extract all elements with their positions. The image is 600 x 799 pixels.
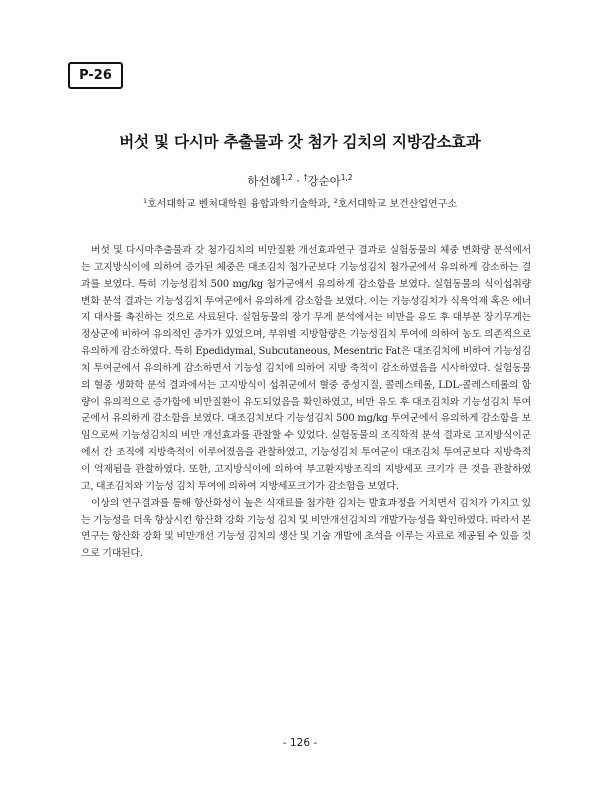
poster-number-badge: P-26 bbox=[68, 62, 123, 89]
affiliation-text: 호서대학교 보건산업연구소 bbox=[337, 199, 457, 210]
abstract-body bbox=[81, 243, 531, 563]
corresponding-author-mark: † bbox=[303, 173, 308, 182]
author-affiliation-mark: 1,2 bbox=[340, 173, 353, 182]
author-affiliation-mark: 1,2 bbox=[280, 173, 293, 182]
abstract-paragraph: 이상의 연구결과를 통해 항산화성이 높은 식재료를 첨가한 김치는 발효과정을 거치면서 김치가 가지고 있는 기능성을 더욱 향상시킨 항산화 강화 기능성 김치 및 비만개선김치의 개발가능성을 확인하였다. 따라서 본 연구는 항산화 강화 및 비만개선 기능성 김치의 생산 및 기술 개발에 초석을 이루는 자료로 제공될 수 있을 것으로 기대된다. bbox=[81, 497, 531, 560]
affiliation-text: 호서대학교 벤처대학원 융합과학기술학과, bbox=[147, 199, 331, 210]
author-line bbox=[0, 173, 600, 189]
affiliation-line bbox=[0, 195, 600, 210]
affiliation-number: 1 bbox=[143, 197, 148, 205]
abstract-paragraph: 버섯 및 다시마추출물과 갓 첨가김치의 비만질환 개선효과연구 결과로 실험동물의 체중 변화량 분석에서는 고지방식이에 의하여 증가된 체중은 대조김치 첨가군보다 기능성김치 첨가군에서 유의하게 감소하는 결과를 보였다. 특히 기능성김치 500 mg/kg 첨가군에서 유의하게 감소함을 보였다. 실험동물의 식이섭취량 변화 분석 결과는 기능성김치 투여군에서 유의하게 감소함을 보였다. 이는 기능성김치가 식욕억제 혹은 에너지 대사를 촉진하는 것으로 사료된다. 실험동물의 장기 무게 분석에서는 비만을 유도 후 대부분 장기무게는 정상군에 비하여 유의적인 증가가 있었으며, 부위별 지방함량은 기능성김치 투여에 의하여 농도 의존적으로 유의하게 감소하였다. 특히 Epedidymal, Subcutaneous, Mesentric Fat은 대조김치에 비하여 기능성김치 투여군에서 유의하게 감소하면서 기능성 김치에 의하여 지방 축적이 감소하였음을 시사하였다. 실험동물의 혈중 생화학 분석 결과에서는 고지방식이 섭취군에서 혈중 중성지질, 콜레스테롤, LDL-콜레스테롤의 함량이 유의적으로 증가함에 비만질환이 유도되었음을 확인하였고, 비만 유도 후 대조김치와 기능성김치 투여군에서 유의하게 감소함을 보였다. 대조김치보다 기능성김치 500 mg/kg 투여군에서 유의하게 감소함을 보임으로써 기능성김치의 비만 개선효과를 관찰할 수 있었다. 실험동물의 조직학적 분석 결과로 고지방식이군에서 간 조직에 지방축적이 이루어졌음을 관찰하였고, 기능성김치 투여군이 대조김치 투여군보다 지방축적이 억제됨을 관찰하였다. 또한, 고지방식이에 의하여 부고환지방조직의 지방세포 크기가 큰 것을 관찰하였고, 대조김치와 기능성 김치 투여에 의하여 지방세포크기가 감소함을 보였다. bbox=[81, 245, 531, 492]
author-name: 하선혜 bbox=[247, 174, 281, 188]
author-separator: · bbox=[296, 174, 300, 188]
paper-title: 버섯 및 다시마 추출물과 갓 첨가 김치의 지방감소효과 bbox=[119, 133, 481, 151]
affiliation-number: 2 bbox=[333, 197, 338, 205]
page-number: - 126 - bbox=[282, 737, 318, 749]
author-name: 강순아 bbox=[307, 174, 341, 188]
